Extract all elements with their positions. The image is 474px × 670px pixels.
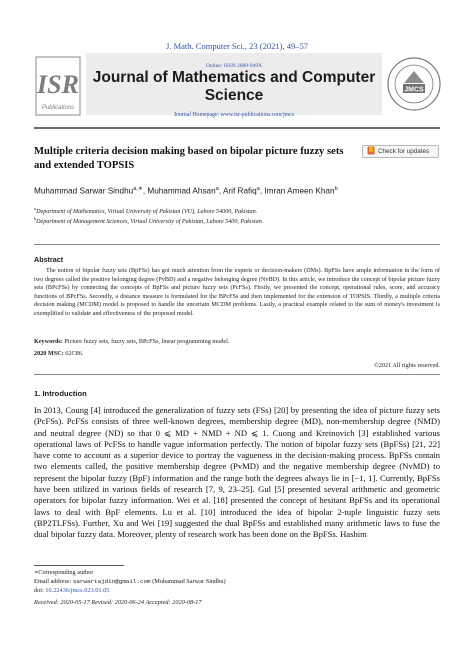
author-affiliation-mark[interactable]: b — [334, 186, 338, 192]
footnote-email: Email address: sarwartajdin@gmail.com (Muhammad Sarwar Sindhu) — [34, 578, 226, 585]
section-rule — [34, 374, 440, 375]
author-name: Muhammad Sarwar Sindhu — [34, 186, 134, 196]
author-name: Arif Rafiq — [222, 186, 257, 196]
online-issn: Online: ISSN 2008-949X — [205, 63, 263, 69]
affiliation-b: $^b$Department of Management Sciences, Virtual University of Pakistan, Lahore 5400, Pakistan. — [34, 216, 264, 226]
footnote-rule — [34, 565, 124, 566]
footnote-doi: doi: 10.22436/jmcs.023.01.05 — [34, 587, 110, 594]
doi-link[interactable]: 10.22436/jmcs.023.01.05 — [45, 587, 110, 594]
abstract-heading: Abstract — [34, 255, 64, 264]
keywords: Keywords: Picture fuzzy sets, fuzzy sets, BPcFSs, linear programming model. — [34, 338, 230, 345]
journal-homepage-link[interactable]: Journal Homepage: www.isr-publications.com/jmcs — [173, 112, 295, 118]
bookmark-icon — [367, 146, 375, 157]
journal-title: Journal of Mathematics and Computer Science — [92, 69, 376, 104]
footnote-dates: Received: 2020-05-17 Revised: 2020-06-24 Accepted: 2020-08-17 — [34, 599, 202, 606]
abstract-text: The notion of bipolar fuzzy sets (BpFSs) has got much attention from the experts or decision-makers (DMs). BpFSs have ample information in the form of two degrees called the positive belonging degree (PvBD) and a negative belonging degree (NvBD). In this article, we introduce the concept of bipolar picture fuzzy sets (BPcFSs) by connecting the concepts of BpFSs and picture fuzzy sets (PcFSs). Firstly, we presented the concept, operational rules, score, and accuracy functions of BPcFSs. Secondly, a distance measure is formulated for the BPcFSs and then implemented for the extension of TOPSIS. Thirdly, a multiple criteria decision making (MCDM) model is proposed to handle the uncertain MCDM problems. Lastly, a practical example related to the sum of money's investment is exemplified to validate and effectiveness of the proposed model. — [34, 267, 440, 317]
copyright-notice: ©2021 All rights reserved. — [374, 362, 440, 369]
author-affiliation-mark[interactable]: a,∗ — [133, 186, 143, 192]
journal-reference[interactable]: J. Math. Computer Sci., 23 (2021), 49–57 — [166, 41, 308, 51]
msc-classification: 2020 MSC: 62C86. — [34, 350, 84, 357]
affiliation-a: $^a$Department of Mathematics, Virtual University of Pakistan (VU), Lahore 54000, Pakistan. — [34, 206, 258, 216]
isr-publications-logo — [34, 53, 82, 121]
author-name: Imran Ameen Khan — [264, 186, 335, 196]
check-for-updates-button[interactable] — [362, 145, 439, 158]
article-title: Multiple criteria decision making based on bipolar picture fuzzy sets and extended TOPSIS — [34, 146, 344, 171]
author-name: Muhammad Ahsan — [147, 186, 216, 196]
check-for-updates-label: Check for updates — [378, 148, 430, 155]
author-affiliation-mark[interactable]: a — [215, 186, 219, 192]
introduction-paragraph: In 2013, Coung [4] introduced the generalization of fuzzy sets (FSs) [20] by presenting the idea of picture fuzzy sets (PcFSs). PcFSs consists of three well-known degrees, membership degree (MD), non-membership degree (NMD) and neutral degree (ND) so that 0 ⩽ MD + NMD + ND ⩽ 1. Cuong and Kreinovich [3] established various operational laws of PcFSs to handle vague information perfectly. The notion of bipolar fuzzy sets (BpFSs) [21, 22] have come to account as a superior device to portray the vagueness in the decision-making process. BpFSs contain two elements called, the positive membership degree (PvMD) and the negative membership degree (NvMD) to represent the bipolar fuzzy (BpF) information and the range both the degrees always lie in [−1, 1]. Currently, BpFSs have been utilized in various fields of research [7, 9, 23–25]. Gul [5] presented several arithmetic and geometric operators for bipolar fuzzy information. Wei et al. [18] presented the concept of hesitant BpFSs and its operational laws to deal with BpF elements. Lu et al. [10] introduced the idea of bipolar 2-tuple linguistic fuzzy sets (BP2TLFSs). Further, Xu and Wei [19] suggested the dual BpFSs and established many arithmetic laws to fuse the dual bipolar fuzzy data. Moreover, plenty of research work has been done on the BpFSs. Hashim — [34, 405, 440, 540]
email-link[interactable]: sarwartajdin@gmail.com — [72, 578, 151, 585]
header-rule — [34, 127, 440, 129]
author-affiliation-mark[interactable]: a — [256, 186, 260, 192]
footnote-corresponding: ∗Corresponding author — [34, 569, 94, 576]
jmcs-logo-text: JMCS — [404, 86, 424, 94]
svg-text:ISR: ISR — [37, 70, 79, 99]
section-rule — [34, 244, 440, 245]
section-heading: 1. Introduction — [34, 389, 87, 398]
author-list: Muhammad Sarwar Sindhu$^{a,∗}$, Muhammad Ahsan$^a$, Arif Rafiq$^a$, Imran Ameen Khan$^b$ — [34, 186, 338, 196]
svg-text:Publications: Publications — [41, 105, 75, 111]
jmcs-logo — [386, 53, 442, 115]
